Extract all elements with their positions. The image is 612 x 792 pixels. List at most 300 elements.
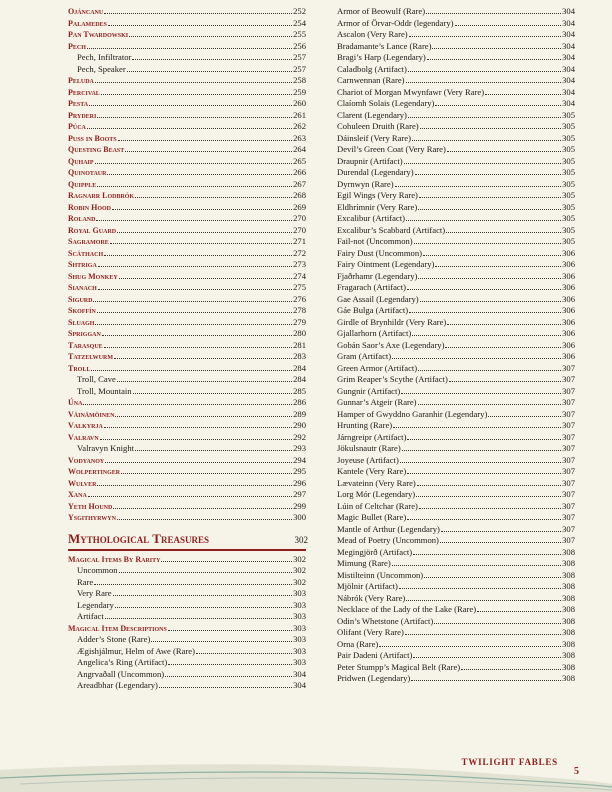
toc-dot-leader xyxy=(447,144,561,152)
toc-dot-leader xyxy=(395,179,562,187)
toc-entry[interactable] xyxy=(68,443,306,455)
toc-entry-page: 307 xyxy=(562,374,575,384)
toc-dot-leader xyxy=(107,167,292,175)
toc-entry-title: Quipple xyxy=(68,179,97,189)
toc-entry-page: 306 xyxy=(562,328,575,338)
toc-entry-page: 305 xyxy=(562,213,575,223)
toc-entry-title: Pech, Infiltrator xyxy=(77,52,132,62)
toc-entry-page: 275 xyxy=(293,282,306,292)
toc-entry[interactable] xyxy=(68,133,306,145)
toc-dot-leader xyxy=(102,328,292,336)
toc-entry[interactable] xyxy=(337,409,575,421)
toc-entry[interactable] xyxy=(337,87,575,99)
toc-entry[interactable] xyxy=(68,271,306,283)
toc-entry[interactable] xyxy=(68,294,306,306)
toc-entry-page: 306 xyxy=(562,270,575,281)
toc-dot-leader xyxy=(420,121,561,129)
toc-entry[interactable] xyxy=(337,386,575,398)
toc-entry[interactable] xyxy=(68,478,306,490)
toc-entry-title: Bradamante’s Lance (Rare) xyxy=(337,40,432,51)
toc-entry-title: Ascalon (Very Rare) xyxy=(337,29,408,39)
toc-entry-page: 259 xyxy=(293,86,306,97)
toc-dot-leader xyxy=(97,478,292,486)
toc-dot-leader xyxy=(379,639,561,647)
toc-dot-leader xyxy=(97,305,292,313)
toc-entry[interactable] xyxy=(337,133,575,145)
toc-dot-leader xyxy=(418,363,561,371)
toc-entry[interactable] xyxy=(337,144,575,156)
toc-entry[interactable] xyxy=(337,248,575,260)
toc-entry[interactable] xyxy=(68,167,306,179)
toc-entry-page: 307 xyxy=(562,512,575,522)
toc-entry-page: 305 xyxy=(562,109,575,120)
toc-entry-page: 276 xyxy=(293,293,306,304)
toc-entry-title: Peluda xyxy=(68,76,94,85)
toc-entry-page: 271 xyxy=(293,236,306,246)
toc-entry-page: 256 xyxy=(293,40,306,51)
toc-entry[interactable] xyxy=(337,121,575,133)
toc-entry-page: 308 xyxy=(562,627,575,637)
toc-entry-title: Fairy Dust (Uncommon) xyxy=(337,247,422,258)
toc-entry[interactable] xyxy=(337,213,575,225)
toc-entry-page: 308 xyxy=(562,592,575,603)
toc-entry[interactable] xyxy=(337,535,575,547)
toc-entry[interactable] xyxy=(337,18,575,30)
toc-entry[interactable] xyxy=(337,432,575,444)
toc-entry[interactable] xyxy=(337,259,575,271)
toc-entry[interactable] xyxy=(337,351,575,363)
toc-entry-title: Lorg Mór (Legendary) xyxy=(337,489,416,499)
toc-entry-title: Clarent (Legendary) xyxy=(337,109,407,120)
toc-entry-title: Sluagh xyxy=(68,317,95,327)
toc-entry[interactable] xyxy=(68,87,306,99)
toc-entry[interactable] xyxy=(68,121,306,133)
toc-entry-title: Legendary xyxy=(77,599,114,610)
toc-entry-title: Pan Twardowski xyxy=(68,30,129,39)
toc-entry[interactable] xyxy=(68,680,306,692)
toc-entry-page: 261 xyxy=(293,109,306,120)
toc-entry-title: Armor of Beowulf (Rare) xyxy=(337,6,426,16)
toc-entry[interactable] xyxy=(337,374,575,386)
toc-entry-title: Royal Guard xyxy=(68,225,117,235)
toc-entry[interactable] xyxy=(337,340,575,352)
toc-dot-leader xyxy=(488,409,561,417)
toc-entry[interactable] xyxy=(68,225,306,237)
toc-entry[interactable] xyxy=(337,75,575,87)
toc-entry[interactable] xyxy=(337,420,575,432)
toc-entry[interactable] xyxy=(337,6,575,18)
toc-entry[interactable] xyxy=(337,363,575,375)
toc-dot-leader xyxy=(104,340,292,348)
toc-entry-title: Caladbolg (Artifact) xyxy=(337,63,407,74)
toc-entry-page: 308 xyxy=(562,638,575,649)
toc-entry-title: Angrvaðall (Uncommon) xyxy=(77,668,165,679)
toc-entry[interactable] xyxy=(68,634,306,646)
toc-entry-title: Fragarach (Artifact) xyxy=(337,282,406,292)
toc-entry-page: 307 xyxy=(562,443,575,453)
toc-entry-title: Kantele (Very Rare) xyxy=(337,466,407,476)
toc-dot-leader xyxy=(104,6,292,14)
toc-dot-leader xyxy=(423,248,561,256)
toc-entry[interactable] xyxy=(68,328,306,340)
toc-entry[interactable] xyxy=(68,565,306,577)
toc-entry[interactable] xyxy=(337,236,575,248)
toc-entry-title: Roland xyxy=(68,214,96,223)
toc-entry[interactable] xyxy=(68,282,306,294)
toc-entry-page: 302 xyxy=(293,576,306,587)
toc-entry-page: 296 xyxy=(293,477,306,488)
toc-dot-leader xyxy=(121,466,292,474)
toc-entry-title: Púca xyxy=(68,122,86,131)
toc-entry-page: 307 xyxy=(562,489,575,499)
toc-entry[interactable] xyxy=(337,616,575,628)
toc-entry[interactable] xyxy=(68,179,306,191)
toc-entry-title: Sagramore xyxy=(68,237,109,246)
toc-entry[interactable] xyxy=(68,98,306,110)
toc-entry-title: Troll, Mountain xyxy=(77,385,132,396)
toc-entry-title: Adder’s Stone (Rare) xyxy=(77,634,151,644)
toc-entry-title: Armor of Örvar-Oddr (legendary) xyxy=(337,17,454,28)
toc-entry-page: 306 xyxy=(562,339,575,350)
toc-entry-page: 306 xyxy=(562,305,575,315)
toc-entry-title: Pech, Speaker xyxy=(77,63,126,74)
toc-dot-leader xyxy=(392,351,561,359)
toc-dot-leader xyxy=(408,64,561,72)
toc-entry-page: 257 xyxy=(293,63,306,74)
toc-entry-page: 305 xyxy=(562,224,575,235)
toc-entry[interactable] xyxy=(68,18,306,30)
toc-entry-page: 268 xyxy=(293,190,306,200)
toc-entry-page: 305 xyxy=(562,190,575,200)
toc-entry[interactable] xyxy=(68,236,306,248)
toc-entry-title: Úna xyxy=(68,398,83,407)
toc-entry[interactable] xyxy=(68,317,306,329)
toc-entry[interactable] xyxy=(337,271,575,283)
toc-entry[interactable] xyxy=(68,41,306,53)
toc-entry[interactable] xyxy=(337,466,575,478)
toc-dot-leader xyxy=(406,593,561,601)
toc-entry[interactable] xyxy=(68,340,306,352)
toc-entry-page: 265 xyxy=(293,155,306,166)
toc-right-column xyxy=(337,6,575,685)
toc-entry[interactable] xyxy=(337,547,575,559)
toc-entry-page: 306 xyxy=(562,351,575,361)
toc-entry-page: 303 xyxy=(293,588,306,598)
toc-entry-title: Excalibur (Artifact) xyxy=(337,213,405,223)
toc-entry-page: 262 xyxy=(293,121,306,131)
toc-dot-leader xyxy=(98,259,292,267)
toc-entry[interactable] xyxy=(68,363,306,375)
toc-entry[interactable] xyxy=(68,144,306,156)
toc-entry[interactable] xyxy=(337,179,575,191)
toc-dot-leader xyxy=(118,133,293,141)
toc-entry[interactable] xyxy=(337,29,575,41)
toc-entry[interactable] xyxy=(337,558,575,570)
toc-entry[interactable] xyxy=(337,581,575,593)
toc-dot-leader xyxy=(409,29,561,37)
toc-entry[interactable] xyxy=(68,623,306,635)
toc-entry[interactable] xyxy=(337,52,575,64)
toc-dot-leader xyxy=(416,489,561,497)
toc-entry[interactable] xyxy=(68,501,306,513)
toc-dot-leader xyxy=(418,202,561,210)
toc-entry-title: Gáe Bulga (Artifact) xyxy=(337,305,409,315)
section-heading-page: 302 xyxy=(294,534,308,545)
toc-entry[interactable] xyxy=(68,512,306,524)
toc-dot-leader xyxy=(411,673,561,681)
toc-entry-page: 269 xyxy=(293,201,306,212)
toc-entry-title: Xana xyxy=(68,490,87,499)
toc-entry-page: 260 xyxy=(293,98,306,108)
toc-entry-page: 306 xyxy=(562,293,575,304)
toc-entry[interactable] xyxy=(337,524,575,536)
toc-entry[interactable] xyxy=(68,611,306,623)
toc-entry[interactable] xyxy=(68,588,306,600)
toc-dot-leader xyxy=(426,6,561,14)
toc-entry-title: Joyeuse (Artifact) xyxy=(337,454,399,465)
toc-dot-leader xyxy=(95,75,292,83)
toc-entry-title: Mimung (Rare) xyxy=(337,558,391,568)
toc-dot-leader xyxy=(105,455,292,463)
toc-dot-leader xyxy=(412,133,561,141)
toc-entry[interactable] xyxy=(337,64,575,76)
toc-entry-title: Olifant (Very Rare) xyxy=(337,627,404,637)
toc-entry-page: 308 xyxy=(562,604,575,614)
toc-entry[interactable] xyxy=(68,669,306,681)
section-heading-title: Mythological Treasures xyxy=(68,530,209,546)
toc-entry-page: 285 xyxy=(293,385,306,396)
toc-dot-leader xyxy=(418,397,562,405)
toc-entry-page: 306 xyxy=(562,247,575,258)
toc-entry[interactable] xyxy=(337,604,575,616)
toc-entry-page: 284 xyxy=(293,374,306,384)
toc-entry[interactable] xyxy=(68,409,306,421)
toc-entry-page: 307 xyxy=(562,420,575,430)
toc-entry-title: Draupnir (Artifact) xyxy=(337,155,403,166)
toc-entry[interactable] xyxy=(337,294,575,306)
toc-entry-title: Orna (Rare) xyxy=(337,638,379,649)
toc-entry[interactable] xyxy=(68,64,306,76)
toc-entry[interactable] xyxy=(68,386,306,398)
toc-dot-leader xyxy=(413,547,561,555)
toc-entry-title: Gjallarhorn (Artifact) xyxy=(337,328,412,338)
toc-dot-leader xyxy=(168,657,292,665)
toc-entry[interactable] xyxy=(337,167,575,179)
toc-entry[interactable] xyxy=(68,213,306,225)
toc-entry-title: Peter Stumpp’s Magical Belt (Rare) xyxy=(337,661,461,672)
toc-entry-page: 304 xyxy=(562,17,575,28)
toc-entry[interactable] xyxy=(68,202,306,214)
toc-entry-page: 308 xyxy=(562,661,575,672)
toc-dot-leader xyxy=(95,317,292,325)
toc-entry-page: 289 xyxy=(293,408,306,419)
toc-entry-title: Wulver xyxy=(68,478,97,488)
toc-entry-page: 308 xyxy=(562,546,575,557)
toc-entry[interactable] xyxy=(337,305,575,317)
toc-entry-page: 304 xyxy=(293,668,306,679)
toc-entry-title: Pridwen (Legendary) xyxy=(337,673,411,683)
toc-entry-title: Puss in Boots xyxy=(68,133,117,143)
toc-entry[interactable] xyxy=(68,156,306,168)
toc-entry[interactable] xyxy=(337,225,575,237)
toc-entry[interactable] xyxy=(337,627,575,639)
toc-dot-leader xyxy=(117,225,292,233)
toc-dot-leader xyxy=(129,29,292,37)
toc-dot-leader xyxy=(132,52,292,60)
toc-entry-page: 280 xyxy=(293,328,306,338)
toc-entry-page: 308 xyxy=(562,650,575,660)
toc-entry[interactable] xyxy=(337,570,575,582)
toc-entry[interactable] xyxy=(68,420,306,432)
toc-entry[interactable] xyxy=(68,110,306,122)
toc-dot-leader xyxy=(432,41,561,49)
toc-entry[interactable] xyxy=(337,110,575,122)
toc-entry[interactable] xyxy=(337,317,575,329)
toc-entry[interactable] xyxy=(68,466,306,478)
toc-entry[interactable] xyxy=(68,657,306,669)
toc-entry-title: Chariot of Morgan Mwynfawr (Very Rare) xyxy=(337,86,485,97)
toc-dot-leader xyxy=(87,41,292,49)
toc-entry-page: 304 xyxy=(562,86,575,97)
toc-entry[interactable] xyxy=(68,52,306,64)
toc-entry-title: Percival xyxy=(68,87,100,97)
toc-left-entries xyxy=(68,6,306,524)
toc-dot-leader xyxy=(455,18,562,26)
toc-entry-page: 308 xyxy=(562,558,575,568)
toc-entry[interactable] xyxy=(68,29,306,41)
toc-entry-title: Valravyn Knight xyxy=(77,443,135,453)
toc-entry-page: 308 xyxy=(562,615,575,626)
toc-entry-title: Wolpertinger xyxy=(68,467,121,476)
toc-entry-title: Sigurd xyxy=(68,294,93,304)
toc-entry-title: Rare xyxy=(77,576,94,587)
toc-entry-page: 281 xyxy=(293,339,306,350)
toc-entry[interactable] xyxy=(337,190,575,202)
toc-entry-title: Odin’s Whetstone (Artifact) xyxy=(337,615,434,626)
toc-dot-leader xyxy=(445,340,561,348)
toc-entry[interactable] xyxy=(337,282,575,294)
toc-entry-title: Pesta xyxy=(68,99,89,108)
toc-entry[interactable] xyxy=(337,98,575,110)
toc-entry-page: 286 xyxy=(293,397,306,407)
toc-dot-leader xyxy=(408,110,561,118)
toc-entry-page: 258 xyxy=(293,75,306,85)
toc-entry[interactable] xyxy=(337,512,575,524)
toc-entry-title: Quhaip xyxy=(68,156,94,166)
toc-entry[interactable] xyxy=(337,593,575,605)
toc-entry[interactable] xyxy=(337,489,575,501)
toc-entry[interactable] xyxy=(337,328,575,340)
toc-dot-leader xyxy=(168,623,292,631)
toc-entry-page: 270 xyxy=(293,213,306,223)
toc-entry-title: Pryderi xyxy=(68,110,97,120)
toc-entry[interactable] xyxy=(68,305,306,317)
toc-entry-page: 307 xyxy=(562,500,575,511)
toc-dot-leader xyxy=(407,282,561,290)
toc-entry-page: 255 xyxy=(293,29,306,39)
toc-entry-page: 297 xyxy=(293,489,306,499)
toc-dot-leader xyxy=(165,669,292,677)
toc-entry-title: Mantle of Arthur (Legendary) xyxy=(337,523,440,534)
toc-dot-leader xyxy=(393,420,561,428)
toc-dot-leader xyxy=(135,190,292,198)
toc-entry-title: Járngreipr (Artifact) xyxy=(337,431,407,442)
toc-entry-title: Väinämöinen xyxy=(68,409,115,419)
toc-entry[interactable] xyxy=(337,478,575,490)
toc-entry[interactable] xyxy=(337,673,575,685)
toc-entry[interactable] xyxy=(68,489,306,501)
toc-dot-leader xyxy=(477,604,561,612)
toc-entry[interactable] xyxy=(68,190,306,202)
toc-entry[interactable] xyxy=(337,455,575,467)
toc-entry[interactable] xyxy=(337,650,575,662)
toc-entry[interactable] xyxy=(68,554,306,566)
toc-entry[interactable] xyxy=(337,639,575,651)
toc-entry-title: Devil’s Green Coat (Very Rare) xyxy=(337,144,446,154)
toc-entry-page: 274 xyxy=(293,270,306,281)
toc-entry-title: Gobán Saor’s Axe (Legendary) xyxy=(337,339,445,350)
toc-entry-page: 303 xyxy=(293,634,306,644)
toc-entry[interactable] xyxy=(68,455,306,467)
toc-entry[interactable] xyxy=(68,646,306,658)
toc-entry[interactable] xyxy=(68,432,306,444)
toc-entry-title: Green Armor (Artifact) xyxy=(337,362,418,373)
toc-entry-title: Gungnir (Artifact) xyxy=(337,385,401,396)
toc-dot-leader xyxy=(407,432,561,440)
toc-entry[interactable] xyxy=(337,501,575,513)
toc-dot-leader xyxy=(417,478,561,486)
toc-entry[interactable] xyxy=(337,397,575,409)
toc-entry[interactable] xyxy=(337,662,575,674)
toc-entry[interactable] xyxy=(68,397,306,409)
toc-entry[interactable] xyxy=(68,600,306,612)
toc-entry[interactable] xyxy=(337,41,575,53)
toc-entry-title: Sianach xyxy=(68,283,97,292)
toc-entry[interactable] xyxy=(68,577,306,589)
toc-dot-leader xyxy=(95,156,293,164)
toc-dot-leader xyxy=(161,554,292,562)
toc-entry[interactable] xyxy=(68,75,306,87)
toc-entry-page: 300 xyxy=(293,512,306,522)
toc-entry[interactable] xyxy=(337,443,575,455)
toc-entry-title: Scáthach xyxy=(68,248,104,258)
toc-entry[interactable] xyxy=(68,6,306,18)
toc-entry[interactable] xyxy=(68,259,306,271)
toc-entry-page: 307 xyxy=(562,362,575,373)
toc-entry-title: Pech xyxy=(68,41,86,51)
toc-entry[interactable] xyxy=(68,374,306,386)
toc-entry[interactable] xyxy=(337,156,575,168)
toc-entry-page: 304 xyxy=(562,29,575,39)
toc-entry-page: 307 xyxy=(562,454,575,465)
toc-entry-title: Palamedes xyxy=(68,18,107,28)
toc-dot-leader xyxy=(114,351,292,359)
toc-dot-leader xyxy=(196,646,292,654)
toc-dot-leader xyxy=(133,386,293,394)
toc-entry-page: 264 xyxy=(293,144,306,154)
toc-entry-title: Ægishjálmur, Helm of Awe (Rare) xyxy=(77,645,195,656)
toc-entry-page: 303 xyxy=(293,599,306,610)
section-heading-mythological-treasures[interactable] xyxy=(68,528,306,549)
toc-entry-title: Magical Item Descriptions xyxy=(68,623,167,633)
toc-dot-leader xyxy=(93,294,292,302)
toc-dot-leader xyxy=(127,64,292,72)
toc-entry[interactable] xyxy=(68,248,306,260)
toc-entry[interactable] xyxy=(68,351,306,363)
toc-dot-leader xyxy=(424,570,561,578)
toc-entry[interactable] xyxy=(337,202,575,214)
toc-entry-page: 303 xyxy=(293,611,306,621)
